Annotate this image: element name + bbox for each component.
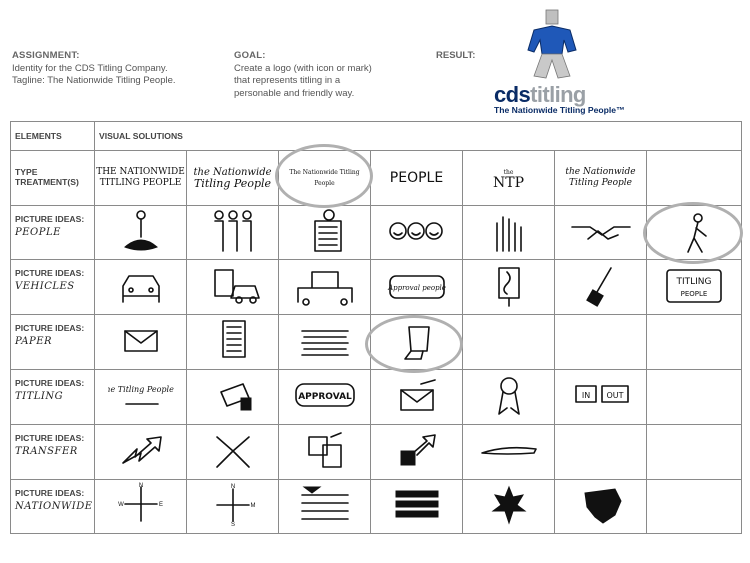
sketch-mail (371, 370, 463, 425)
svg-text:S: S (230, 522, 235, 527)
empty-cell (463, 315, 555, 370)
sketch-north-america-map (555, 480, 647, 534)
logo-wordmark: cdstitling (494, 82, 586, 107)
elements-header: ELEMENTS (11, 122, 95, 151)
row-label-transfer: PICTURE IDEAS: TRANSFER (11, 425, 95, 480)
sketch-compass-2 (187, 480, 279, 534)
svg-text:TITLING: TITLING (676, 276, 712, 287)
type-empty-cell (647, 151, 742, 206)
sketch-walking-person (647, 206, 742, 260)
logo-tagline: The Nationwide Titling People™ (494, 105, 625, 115)
svg-text:N: N (138, 483, 143, 489)
sketch-paper-stack (279, 315, 371, 370)
svg-text:APPROVAL: APPROVAL (297, 391, 352, 402)
sketch-compass-1 (95, 480, 187, 534)
row-label-vehicles: PICTURE IDEAS: VEHICLES (11, 260, 95, 315)
type-sketch-1: THE NATIONWIDE TITLING PEOPLE (95, 151, 187, 206)
visual-solutions-table (10, 121, 742, 534)
empty-cell (647, 370, 742, 425)
sketch-smiley-faces (371, 206, 463, 260)
assignment-block (12, 50, 222, 88)
goal-block (234, 50, 434, 100)
sketch-dealership (279, 260, 371, 315)
type-sketch-2: the Nationwide Titling People (187, 151, 279, 206)
result-key: RESULT: (436, 50, 476, 61)
type-sketch-3: The Nationwide Titling People (279, 151, 371, 206)
type-sketch-6: the Nationwide Titling People (555, 151, 647, 206)
empty-cell (647, 480, 742, 534)
goal-line: Create a logo (with icon or mark) (234, 62, 372, 74)
sketch-person-clipboard (279, 206, 371, 260)
sketch-transfer-arrows (95, 425, 187, 480)
svg-text:IN: IN (581, 390, 590, 400)
sketch-signature-pen (95, 370, 187, 425)
goal-line: personable and friendly way. (234, 87, 355, 99)
sketch-arrow-handoff (371, 425, 463, 480)
sketch-maple-leaf (463, 480, 555, 534)
sketch-folded-paper (371, 315, 463, 370)
sketch-flag-stripes (279, 480, 371, 534)
type-treatment-label: TYPE TREATMENT(S) (11, 151, 95, 206)
sketch-award-ribbon (463, 370, 555, 425)
svg-text:N: N (230, 484, 235, 490)
sketch-license-plate (371, 260, 463, 315)
type-sketch-4: PEOPLE (371, 151, 463, 206)
svg-text:M: M (250, 503, 255, 509)
sketch-car-front (95, 260, 187, 315)
sketch-document (187, 315, 279, 370)
sketch-car-key (555, 260, 647, 315)
sketch-road-sign (463, 260, 555, 315)
svg-text:E: E (158, 502, 163, 508)
svg-text:W: W (117, 502, 124, 508)
assignment-key: ASSIGNMENT: (12, 50, 80, 61)
sketch-handshake (555, 206, 647, 260)
sketch-envelope (95, 315, 187, 370)
svg-text:OUT: OUT (605, 390, 624, 400)
row-label-nationwide: PICTURE IDEAS: NATIONWIDE (11, 480, 95, 534)
sketch-flag (371, 480, 463, 534)
svg-text:Approval people: Approval people (387, 283, 446, 292)
type-sketch-5: the NTP (463, 151, 555, 206)
empty-cell (555, 315, 647, 370)
tagline-line: Tagline: The Nationwide Titling People. (12, 75, 176, 86)
row-label-titling: PICTURE IDEAS: TITLING (11, 370, 95, 425)
sketch-truck-car (187, 260, 279, 315)
sketch-doc-transfer (279, 425, 371, 480)
empty-cell (555, 425, 647, 480)
svg-text:the Titling People: the Titling People (107, 384, 174, 394)
goal-key: GOAL: (234, 50, 266, 61)
sketch-stamp (187, 370, 279, 425)
assignment-line: Identity for the CDS Titling Company. (12, 62, 168, 74)
row-label-paper: PICTURE IDEAS: PAPER (11, 315, 95, 370)
sketch-airplane (463, 425, 555, 480)
sketch-titling-people-plate (647, 260, 742, 315)
sketch-in-out-boxes (555, 370, 647, 425)
sketch-approval-stamp (279, 370, 371, 425)
empty-cell (647, 315, 742, 370)
row-label-people: PICTURE IDEAS: PEOPLE (11, 206, 95, 260)
sketch-converging-arrows (187, 425, 279, 480)
empty-cell (647, 425, 742, 480)
sketch-raised-hands (463, 206, 555, 260)
sketch-people-group (187, 206, 279, 260)
visual-solutions-header: VISUAL SOLUTIONS (95, 122, 742, 151)
goal-line: that represents titling in a (234, 75, 341, 86)
sketch-person-crowd (95, 206, 187, 260)
svg-text:PEOPLE: PEOPLE (680, 289, 708, 298)
